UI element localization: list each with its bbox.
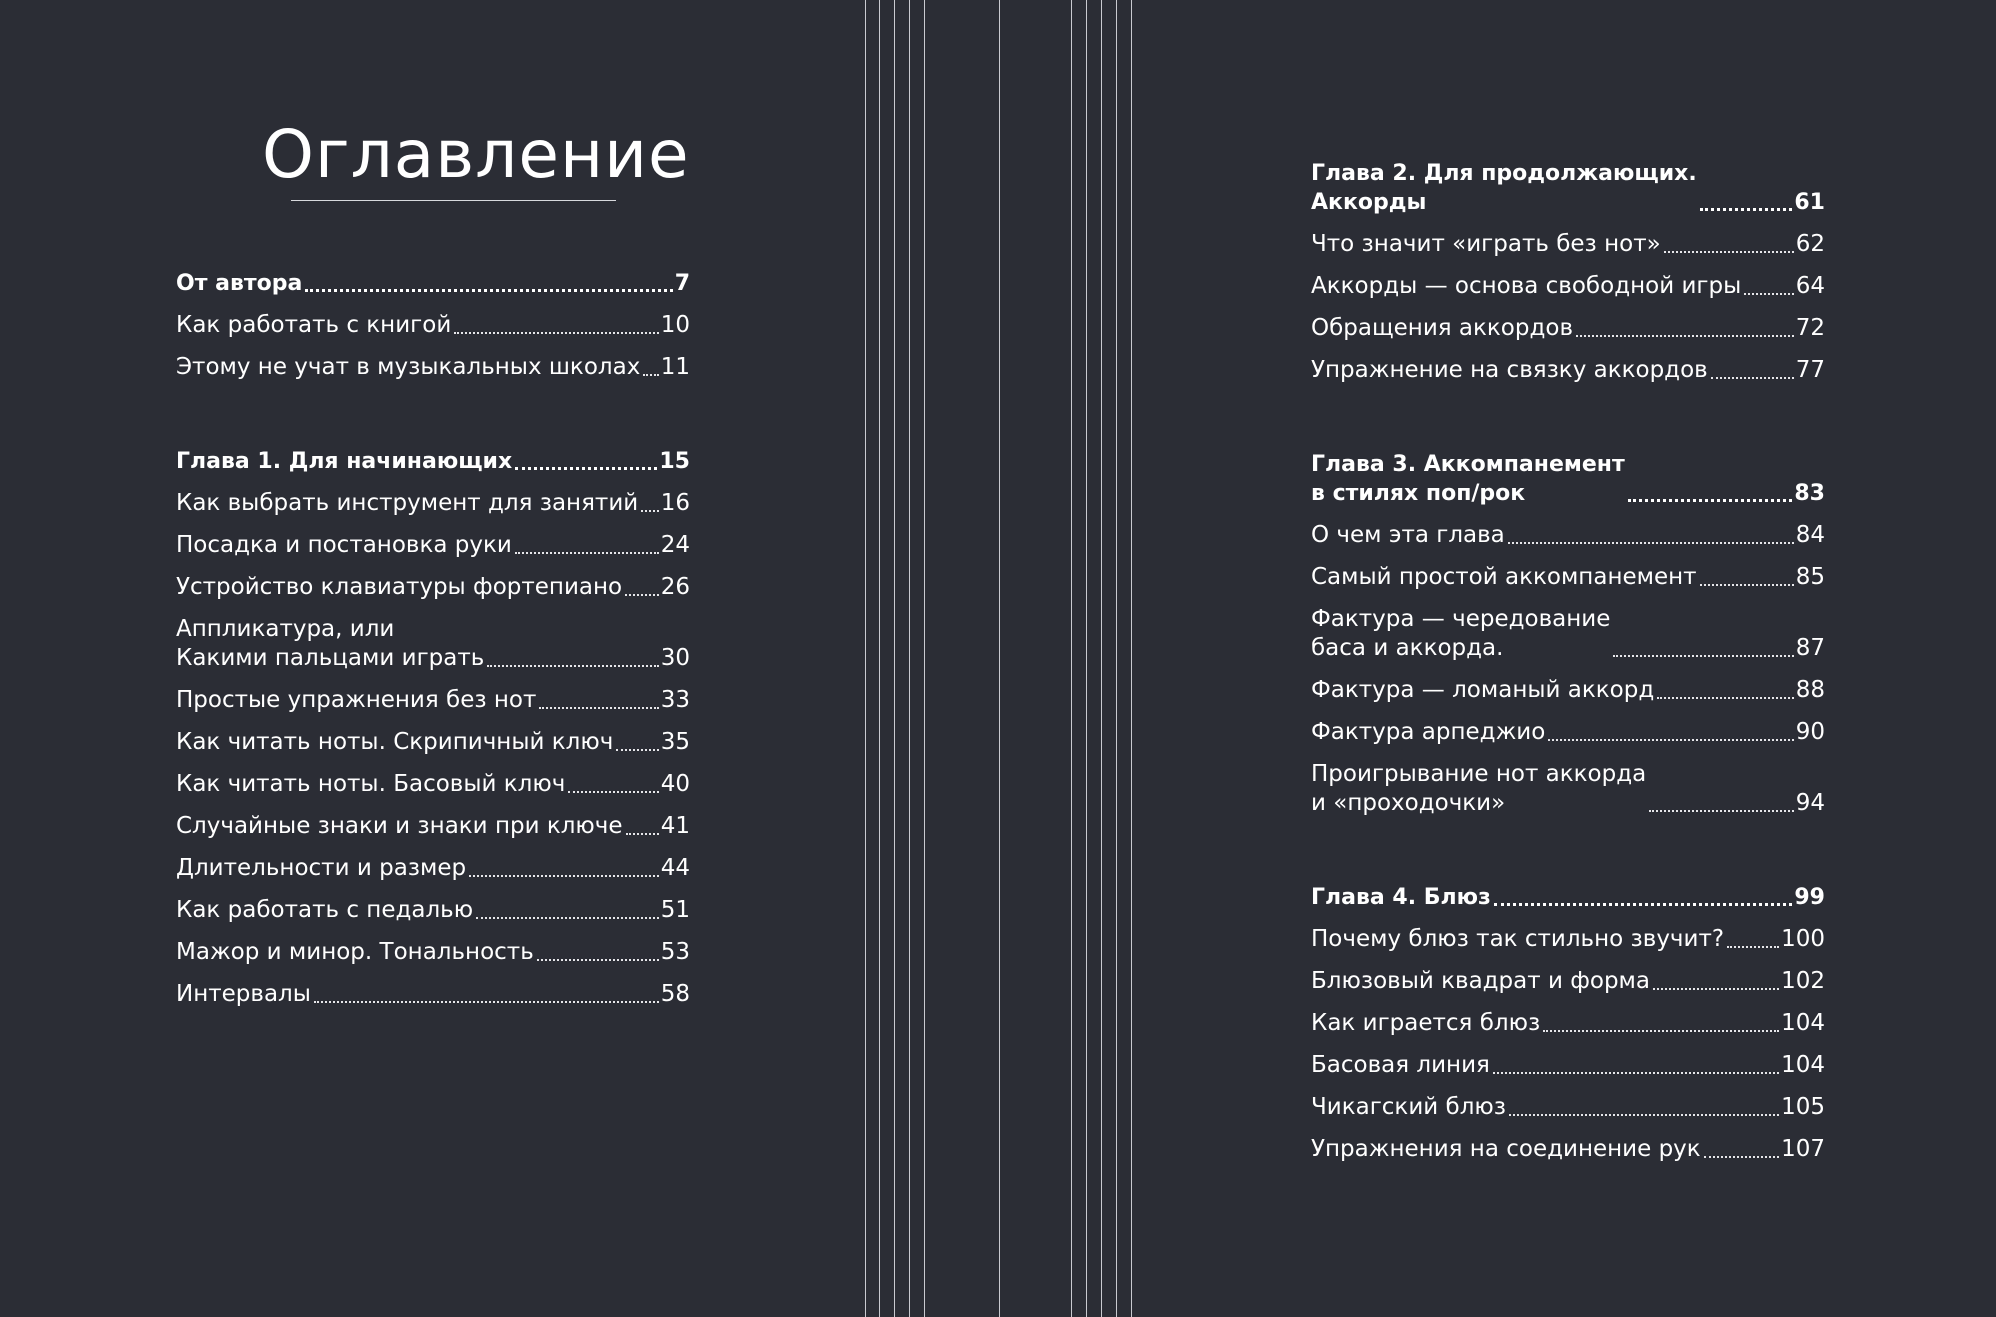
dot-leader bbox=[643, 373, 658, 376]
toc-label: Фактура — ломаный аккорд bbox=[1311, 677, 1655, 703]
toc-entry[interactable] bbox=[176, 518, 690, 560]
dot-leader bbox=[1727, 945, 1779, 948]
toc-label: Упражнение на связку аккордов bbox=[1311, 357, 1708, 383]
toc-label bbox=[1311, 450, 1625, 508]
staff-line bbox=[1101, 0, 1102, 1317]
toc-page-number: 87 bbox=[1795, 635, 1825, 661]
toc-page-number: 26 bbox=[660, 574, 690, 600]
title-underline bbox=[291, 200, 616, 201]
toc-label: Как выбрать инструмент для занятий bbox=[176, 490, 639, 516]
dot-leader bbox=[314, 1000, 659, 1003]
toc-label-line: в стилях поп/рок bbox=[1311, 481, 1526, 506]
toc-label-line: Какими пальцами играть bbox=[176, 645, 485, 671]
dot-leader bbox=[625, 593, 659, 596]
toc-page-number: 104 bbox=[1781, 1010, 1825, 1036]
toc-entry[interactable] bbox=[1311, 996, 1825, 1038]
toc-entry[interactable] bbox=[176, 799, 690, 841]
staff-line bbox=[924, 0, 925, 1317]
dot-leader bbox=[469, 874, 659, 877]
toc-entry[interactable] bbox=[176, 602, 690, 673]
toc-label: Мажор и минор. Тональность bbox=[176, 939, 534, 965]
toc-label: Чикагский блюз bbox=[1311, 1094, 1507, 1120]
dot-leader bbox=[1509, 1113, 1779, 1116]
toc-label: О чем эта глава bbox=[1311, 522, 1505, 548]
toc-label: Как играется блюз bbox=[1311, 1010, 1541, 1036]
dot-leader bbox=[1508, 541, 1794, 544]
dot-leader bbox=[515, 466, 657, 470]
toc-entry[interactable] bbox=[1311, 954, 1825, 996]
toc-label-line: Проигрывание нот аккорда bbox=[1311, 761, 1647, 787]
toc-label: Как читать ноты. Басовый ключ bbox=[176, 771, 566, 797]
toc-page-number: 40 bbox=[660, 771, 690, 797]
staff-line bbox=[1131, 0, 1132, 1317]
dot-leader bbox=[1653, 987, 1779, 990]
toc-page-number: 11 bbox=[660, 354, 690, 380]
dot-leader bbox=[1744, 292, 1793, 295]
toc-entry[interactable] bbox=[1311, 343, 1825, 385]
toc-page-number: 85 bbox=[1795, 564, 1825, 590]
dot-leader bbox=[616, 748, 658, 751]
toc-label-line: Аппликатура, или bbox=[176, 616, 395, 642]
dot-leader bbox=[1700, 583, 1794, 586]
toc-label: Как читать ноты. Скрипичный ключ bbox=[176, 729, 614, 755]
toc-page-number: 105 bbox=[1781, 1094, 1825, 1120]
toc-page-number: 104 bbox=[1781, 1052, 1825, 1078]
toc-page-number: 35 bbox=[660, 729, 690, 755]
dot-leader bbox=[1649, 809, 1794, 812]
staff-line bbox=[1116, 0, 1117, 1317]
page-title: Оглавление bbox=[262, 116, 690, 193]
toc-label: Аккорды — основа свободной игры bbox=[1311, 273, 1742, 299]
toc-page-number: 51 bbox=[660, 897, 690, 923]
dot-leader bbox=[1494, 902, 1793, 906]
staff-line bbox=[894, 0, 895, 1317]
toc-entry[interactable] bbox=[1311, 550, 1825, 592]
dot-leader bbox=[1700, 207, 1793, 211]
toc-label: Устройство клавиатуры фортепиано bbox=[176, 574, 623, 600]
toc-page-number: 62 bbox=[1795, 231, 1825, 257]
toc-label: Что значит «играть без нот» bbox=[1311, 231, 1661, 257]
dot-leader bbox=[537, 958, 659, 961]
toc-label: Фактура арпеджио bbox=[1311, 719, 1546, 745]
toc-page-number: 30 bbox=[660, 645, 690, 671]
toc-page-number: 99 bbox=[1794, 885, 1825, 910]
toc-left-column bbox=[176, 256, 690, 1009]
toc-page-number: 33 bbox=[660, 687, 690, 713]
toc-label bbox=[1311, 159, 1697, 217]
toc-entry[interactable] bbox=[1311, 912, 1825, 954]
toc-label bbox=[1311, 605, 1610, 663]
toc-label-line: баса и аккорда. bbox=[1311, 635, 1504, 661]
dot-leader bbox=[1711, 376, 1794, 379]
toc-page-number: 102 bbox=[1781, 968, 1825, 994]
dot-leader bbox=[454, 331, 658, 334]
toc-label: Обращения аккордов bbox=[1311, 315, 1574, 341]
toc-page-number: 84 bbox=[1795, 522, 1825, 548]
toc-entry[interactable] bbox=[176, 967, 690, 1009]
section-gap bbox=[1311, 385, 1825, 437]
toc-heading-intro[interactable] bbox=[176, 256, 690, 298]
toc-page-number: 15 bbox=[659, 449, 690, 474]
toc-entry[interactable] bbox=[176, 757, 690, 799]
toc-entry[interactable] bbox=[1311, 1038, 1825, 1080]
toc-entry[interactable] bbox=[1311, 705, 1825, 747]
toc-entry[interactable] bbox=[1311, 663, 1825, 705]
toc-label: Случайные знаки и знаки при ключе bbox=[176, 813, 623, 839]
toc-entry[interactable] bbox=[176, 340, 690, 382]
toc-heading-chapter-2[interactable] bbox=[1311, 146, 1825, 217]
dot-leader bbox=[1493, 1071, 1779, 1074]
toc-entry[interactable] bbox=[1311, 747, 1825, 818]
toc-heading-chapter-4[interactable] bbox=[1311, 870, 1825, 912]
toc-label: Как работать с педалью bbox=[176, 897, 474, 923]
toc-label: Почему блюз так стильно звучит? bbox=[1311, 926, 1725, 952]
toc-heading-chapter-3[interactable] bbox=[1311, 437, 1825, 508]
toc-entry[interactable] bbox=[176, 476, 690, 518]
toc-page-number: 100 bbox=[1781, 926, 1825, 952]
toc-page-number: 77 bbox=[1795, 357, 1825, 383]
toc-page-number: 88 bbox=[1795, 677, 1825, 703]
section-gap bbox=[1311, 818, 1825, 870]
toc-page-number: 83 bbox=[1794, 481, 1825, 506]
dot-leader bbox=[1576, 334, 1794, 337]
dot-leader bbox=[487, 664, 658, 667]
toc-entry[interactable] bbox=[176, 841, 690, 883]
dot-leader bbox=[568, 790, 658, 793]
toc-label: Как работать с книгой bbox=[176, 312, 452, 338]
toc-page-number: 53 bbox=[660, 939, 690, 965]
toc-label bbox=[1311, 760, 1646, 818]
toc-entry[interactable] bbox=[1311, 301, 1825, 343]
staff-line bbox=[865, 0, 866, 1317]
toc-page-number: 44 bbox=[660, 855, 690, 881]
toc-entry[interactable] bbox=[1311, 1122, 1825, 1164]
toc-entry[interactable] bbox=[176, 883, 690, 925]
toc-label: Простые упражнения без нот bbox=[176, 687, 537, 713]
toc-right-column bbox=[1311, 146, 1825, 1164]
toc-page-number: 41 bbox=[660, 813, 690, 839]
toc-entry[interactable] bbox=[1311, 1080, 1825, 1122]
section-gap bbox=[176, 382, 690, 434]
toc-label: Самый простой аккомпанемент bbox=[1311, 564, 1697, 590]
dot-leader bbox=[1664, 250, 1794, 253]
toc-page-number: 61 bbox=[1794, 190, 1825, 215]
toc-entry[interactable] bbox=[176, 925, 690, 967]
dot-leader bbox=[641, 509, 659, 512]
dot-leader bbox=[515, 551, 659, 554]
toc-page-number: 24 bbox=[660, 532, 690, 558]
toc-label: Басовая линия bbox=[1311, 1052, 1490, 1078]
toc-label: От автора bbox=[176, 271, 303, 296]
toc-label: Посадка и постановка руки bbox=[176, 532, 512, 558]
dot-leader bbox=[539, 706, 658, 709]
toc-label: Этому не учат в музыкальных школах bbox=[176, 354, 641, 380]
toc-entry[interactable] bbox=[1311, 259, 1825, 301]
toc-page-number: 107 bbox=[1781, 1136, 1825, 1162]
dot-leader bbox=[1548, 738, 1793, 741]
staff-line bbox=[909, 0, 910, 1317]
toc-page-number: 10 bbox=[660, 312, 690, 338]
toc-page-number: 64 bbox=[1795, 273, 1825, 299]
toc-entry[interactable] bbox=[176, 560, 690, 602]
toc-page-number: 7 bbox=[674, 271, 690, 296]
staff-line bbox=[999, 0, 1000, 1317]
staff-line bbox=[1086, 0, 1087, 1317]
toc-page-number: 94 bbox=[1795, 790, 1825, 816]
dot-leader bbox=[626, 832, 659, 835]
toc-label-line: Фактура — чередование bbox=[1311, 606, 1611, 632]
toc-page-number: 16 bbox=[660, 490, 690, 516]
toc-label: Блюзовый квадрат и форма bbox=[1311, 968, 1651, 994]
toc-page-number: 72 bbox=[1795, 315, 1825, 341]
toc-label: Длительности и размер bbox=[176, 855, 467, 881]
toc-label: Упражнения на соединение рук bbox=[1311, 1136, 1701, 1162]
dot-leader bbox=[1704, 1155, 1779, 1158]
toc-label-line: Глава 3. Аккомпанемент bbox=[1311, 452, 1625, 477]
staff-line bbox=[879, 0, 880, 1317]
dot-leader bbox=[1628, 498, 1793, 502]
dot-leader bbox=[305, 288, 672, 292]
toc-entry[interactable] bbox=[1311, 592, 1825, 663]
toc-entry[interactable] bbox=[176, 673, 690, 715]
toc-heading-chapter-1[interactable] bbox=[176, 434, 690, 476]
dot-leader bbox=[1613, 654, 1793, 657]
dot-leader bbox=[476, 916, 659, 919]
toc-label-line: Аккорды bbox=[1311, 190, 1427, 215]
toc-entry[interactable] bbox=[176, 298, 690, 340]
dot-leader bbox=[1543, 1029, 1779, 1032]
toc-label-line: Глава 2. Для продолжающих. bbox=[1311, 161, 1697, 186]
toc-entry[interactable] bbox=[1311, 508, 1825, 550]
toc-entry[interactable] bbox=[176, 715, 690, 757]
toc-label bbox=[176, 615, 484, 673]
toc-page-number: 58 bbox=[660, 981, 690, 1007]
toc-label: Глава 1. Для начинающих bbox=[176, 449, 513, 474]
toc-label: Интервалы bbox=[176, 981, 311, 1007]
dot-leader bbox=[1657, 696, 1793, 699]
toc-label-line: и «проходочки» bbox=[1311, 790, 1506, 816]
toc-entry[interactable] bbox=[1311, 217, 1825, 259]
toc-page-number: 90 bbox=[1795, 719, 1825, 745]
staff-line bbox=[1071, 0, 1072, 1317]
toc-label: Глава 4. Блюз bbox=[1311, 885, 1491, 910]
